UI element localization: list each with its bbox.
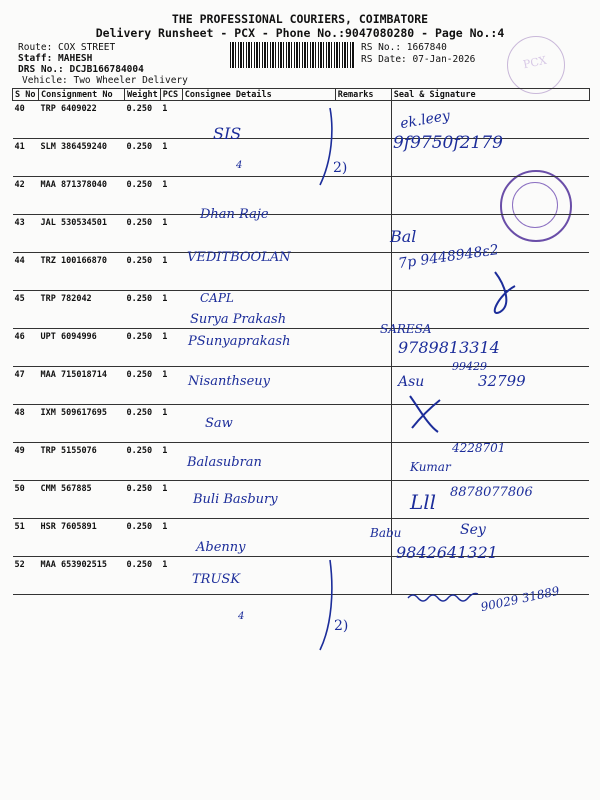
runsheet-subtitle: Delivery Runsheet - PCX - Phone No.:9047080280 - Page No.:4 (95, 26, 505, 40)
handwritten-consignee-48: Balasubran (187, 455, 262, 470)
handwritten-phone-41: 9f9750f2179 (393, 133, 503, 153)
route-label: Route: COX STREET (18, 42, 116, 53)
vehicle-label: Vehicle: Two Wheeler Delivery (22, 75, 188, 86)
weight-cell: 0.250 (125, 177, 161, 215)
pcs-cell: 1 (160, 215, 182, 253)
weight-cell: 0.250 (125, 519, 161, 557)
handwritten-phone-50: 9842641321 (396, 543, 498, 562)
pcs-cell: 1 (160, 291, 182, 329)
handwritten-mark-2: 2) (333, 160, 348, 176)
handwritten-consignee-50: Abenny (196, 540, 246, 555)
pcs-cell: 1 (160, 519, 182, 557)
sno-cell: 43 (13, 215, 39, 253)
weight-cell: 0.250 (125, 481, 161, 519)
sno-cell: 49 (13, 443, 39, 481)
scribble-signature-44 (495, 272, 515, 313)
sno-cell: 45 (13, 291, 39, 329)
sno-cell: 52 (13, 557, 39, 595)
wavy-signature-52 (408, 594, 478, 602)
handwritten-phone-46b: 32799 (478, 372, 526, 390)
col-consignee: Consignee Details (182, 89, 335, 101)
sno-cell: 42 (13, 177, 39, 215)
handwritten-sign-50a: Babu (370, 526, 402, 540)
weight-cell: 0.250 (125, 215, 161, 253)
handwritten-consignee-43: VEDITBOOLAN (187, 250, 291, 265)
handwritten-sign-48: Kumar (410, 460, 451, 474)
signature-40: ek.leey (398, 107, 452, 133)
company-title: THE PROFESSIONAL COURIERS, COIMBATORE (171, 12, 429, 26)
signature-46: Asu (398, 374, 425, 390)
consignment-cell: SLM 386459240 (39, 139, 125, 177)
pcs-cell: 1 (160, 443, 182, 481)
weight-cell: 0.250 (125, 405, 161, 443)
pcs-cell: 1 (160, 253, 182, 291)
consignment-cell: MAA 653902515 (39, 557, 125, 595)
staff-label: Staff: MAHESH (18, 53, 93, 64)
col-pcs: PCS (160, 89, 182, 101)
sno-cell: 47 (13, 367, 39, 405)
consignment-cell: TRP 5155076 (39, 443, 125, 481)
consignment-cell: HSR 7605891 (39, 519, 125, 557)
scribble-signature-47 (410, 396, 440, 432)
handwritten-phone-43: 7p 9448948ε2 (397, 242, 500, 272)
handwritten-sign-43: Bal (390, 227, 417, 246)
rs-date: RS Date: 07-Jan-2026 (361, 54, 476, 65)
pcs-cell: 1 (160, 557, 182, 595)
pcs-cell: 1 (160, 329, 182, 367)
rs-number: RS No.: 1667840 (361, 42, 447, 53)
col-remarks: Remarks (335, 89, 391, 101)
handwritten-phone-49: 8878077806 (450, 485, 533, 500)
consignment-cell: TRZ 100166870 (39, 253, 125, 291)
bracket-stroke-1 (320, 108, 332, 185)
sno-cell: 41 (13, 139, 39, 177)
signature-49: Lll (410, 490, 437, 514)
weight-cell: 0.250 (125, 557, 161, 595)
weight-cell: 0.250 (125, 253, 161, 291)
handwritten-phone-52: 90029 31889 (479, 583, 561, 615)
sno-cell: 48 (13, 405, 39, 443)
handwritten-consignee-40: SIS (213, 124, 242, 143)
pcs-cell: 1 (160, 367, 182, 405)
weight-cell: 0.250 (125, 329, 161, 367)
handwritten-sign-50b: Sey (460, 522, 486, 538)
col-weight: Weight (125, 89, 161, 101)
bracket-stroke-2 (320, 560, 332, 650)
consignment-cell: CMM 567885 (39, 481, 125, 519)
consignment-cell: TRP 782042 (39, 291, 125, 329)
handwritten-count-4: 4 (236, 160, 243, 171)
sno-cell: 50 (13, 481, 39, 519)
consignment-cell: MAA 715018714 (39, 367, 125, 405)
weight-cell: 0.250 (125, 367, 161, 405)
faded-stamp-text: PCX (521, 53, 548, 72)
col-sno: S No (13, 89, 39, 101)
handwritten-consignee-46: Nisanthseuy (188, 374, 271, 389)
handwritten-phone-46a: 99429 (452, 360, 487, 373)
handwritten-consignee-51: TRUSK (192, 572, 241, 587)
weight-cell: 0.250 (125, 101, 161, 139)
handwritten-phone-45: 9789813314 (398, 338, 500, 357)
sno-cell: 40 (13, 101, 39, 139)
drs-number: DRS No.: DCJB166784004 (18, 64, 144, 75)
weight-cell: 0.250 (125, 139, 161, 177)
col-consignment: Consignment No (39, 89, 125, 101)
handwritten-consignee-44: CAPL (200, 291, 234, 305)
handwritten-consignee-42: Dhan Raje (200, 207, 269, 222)
pcs-cell: 1 (160, 177, 182, 215)
consignment-cell: UPT 6094996 (39, 329, 125, 367)
weight-cell: 0.250 (125, 443, 161, 481)
pcs-cell: 1 (160, 481, 182, 519)
pcs-cell: 1 (160, 405, 182, 443)
consignment-cell: JAL 530534501 (39, 215, 125, 253)
consignment-cell: TRP 6409022 (39, 101, 125, 139)
sno-cell: 44 (13, 253, 39, 291)
handwritten-phone-48: 4228701 (452, 441, 506, 455)
handwritten-consignee-49: Buli Basbury (193, 492, 278, 507)
pcs-cell: 1 (160, 139, 182, 177)
handwritten-consignee-45a: Surya Prakash (190, 312, 287, 327)
pcs-cell: 1 (160, 101, 182, 139)
weight-cell: 0.250 (125, 291, 161, 329)
handwritten-count-4b: 4 (238, 611, 245, 622)
sno-cell: 46 (13, 329, 39, 367)
handwritten-sign-45: SARESA (380, 322, 432, 336)
handwritten-consignee-45b: PSunyaprakash (188, 334, 291, 349)
consignment-cell: MAA 871378040 (39, 177, 125, 215)
consignment-cell: IXM 509617695 (39, 405, 125, 443)
handwritten-mark-2b: 2) (334, 618, 349, 634)
col-signature: Seal & Signature (391, 89, 589, 101)
handwritten-consignee-47: Saw (205, 416, 233, 431)
sno-cell: 51 (13, 519, 39, 557)
